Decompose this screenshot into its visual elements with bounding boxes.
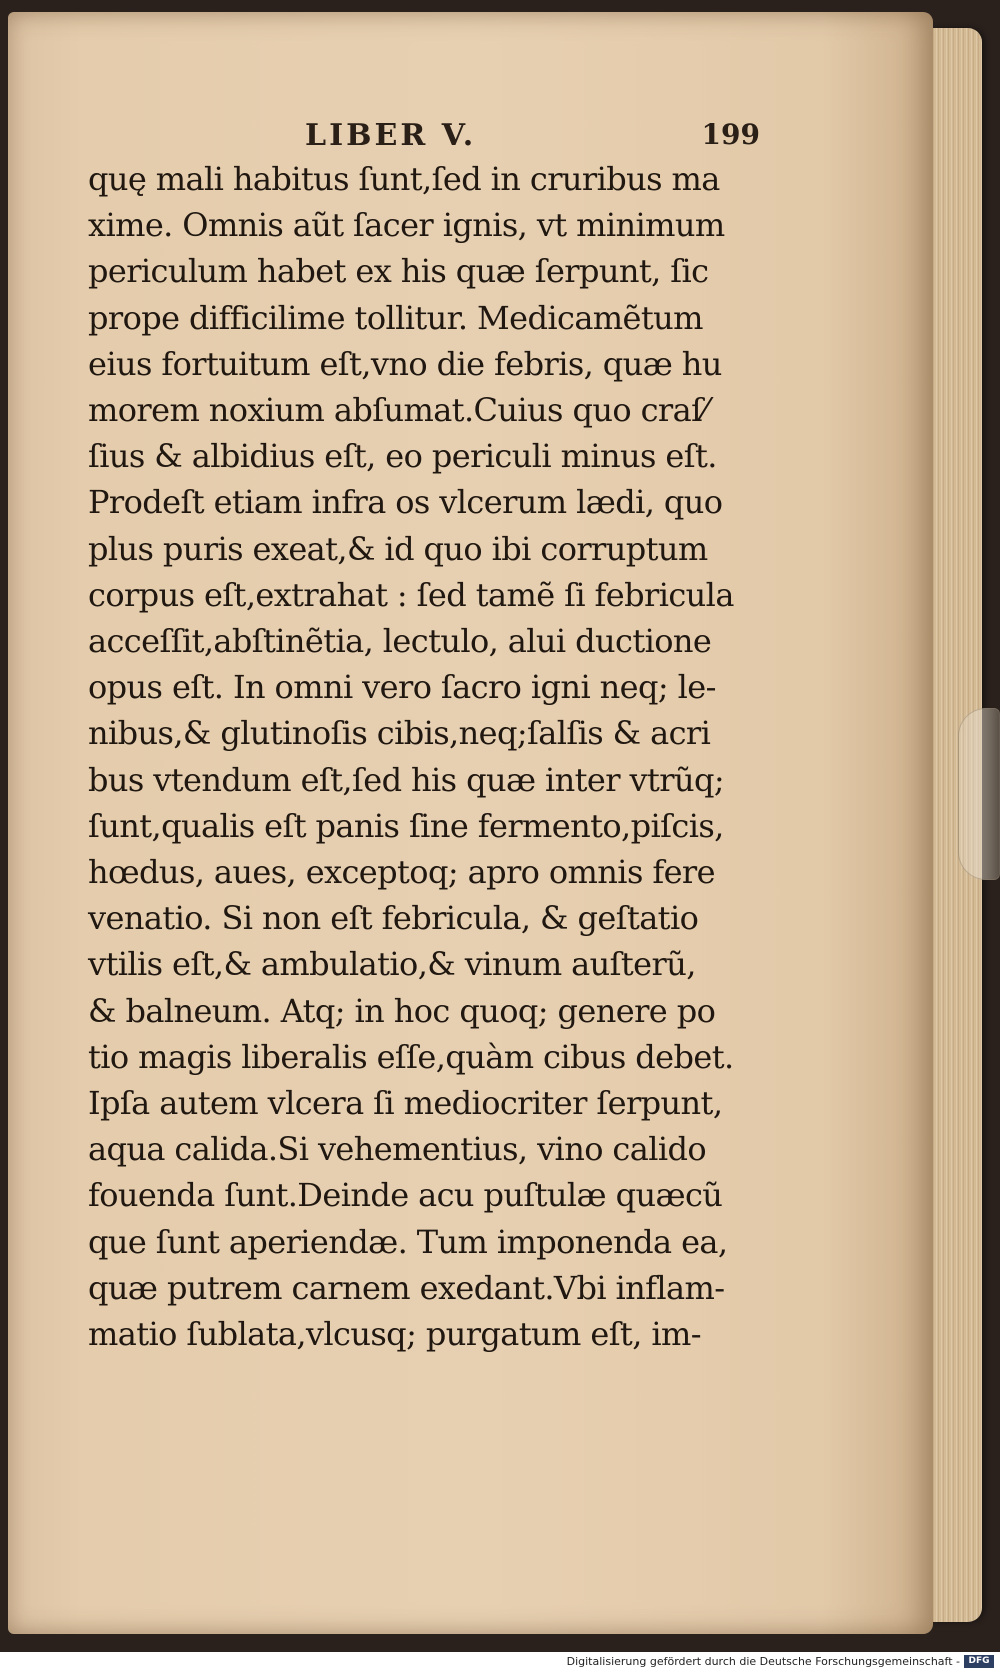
- text-line: aqua calida.Si vehementius, vino calido: [88, 1130, 707, 1169]
- text-line: quę mali habitus ſunt,ſed in cruribus ma: [88, 160, 720, 198]
- text-line: ſius & albidius eſt, eo periculi minus eſt.: [88, 437, 717, 476]
- body-text: [88, 156, 788, 1357]
- footer-bar: [0, 1652, 1000, 1672]
- text-line: plus puris exeat,& id quo ibi corruptum: [88, 529, 708, 568]
- text-line: Ipſa autem vlcera ſi mediocriter ſerpunt,: [88, 1084, 723, 1123]
- text-line: quæ putrem carnem exedant.Vbi inflam-: [88, 1268, 725, 1307]
- text-line: que ſunt aperiendæ. Tum imponenda ea,: [88, 1222, 728, 1261]
- text-line: Prodeſt etiam infra os vlcerum lædi, quo: [88, 483, 723, 522]
- text-line: eius fortuitum eſt,vno die febris, quæ hu: [88, 344, 722, 383]
- page-number: 199: [701, 118, 760, 151]
- text-line: nibus,& glutinoſis cibis,neq;ſalſis & acri: [88, 714, 711, 753]
- text-line: venatio. Si non eſt febricula, & geſtatio: [88, 899, 699, 938]
- running-head: [290, 118, 760, 156]
- footer-credit: Digitalisierung gefördert durch die Deutsche Forschungsgemeinschaft -: [566, 1655, 960, 1668]
- text-line: bus vtendum eſt,ſed his quæ inter vtrũq;: [88, 760, 725, 799]
- dfg-logo: DFG: [964, 1655, 994, 1668]
- text-line: vtilis eſt,& ambulatio,& vinum auſterũ,: [88, 945, 696, 984]
- running-head-title: LIBER V.: [305, 118, 477, 153]
- text-line: prope difficilime tollitur. Medicamẽtum: [88, 298, 703, 337]
- text-line: periculum habet ex his quæ ſerpunt, ſic: [88, 252, 709, 291]
- text-line: fouenda ſunt.Deinde acu puſtulæ quæcũ: [88, 1176, 723, 1215]
- text-line: hœdus, aues, exceptoq; apro omnis fere: [88, 853, 715, 892]
- clip-tab: [958, 708, 1000, 880]
- text-line: acceſſit,abſtinẽtia, lectulo, alui ductione: [88, 622, 712, 661]
- text-line: & balneum. Atq; in hoc quoq; genere po: [88, 991, 716, 1030]
- text-line: opus eſt. In omni vero ſacro igni neq; le-: [88, 668, 716, 707]
- text-line: tio magis liberalis eſſe,quàm cibus debet.: [88, 1037, 734, 1076]
- text-line: xime. Omnis aũt ſacer ignis, vt minimum: [88, 206, 725, 245]
- text-line: morem noxium abſumat.Cuius quo craſ⁄: [88, 391, 708, 430]
- text-line: matio ſublata,vlcusq; purgatum eſt, im-: [88, 1315, 701, 1354]
- text-line: ſunt,qualis eſt panis ſine fermento,piſcis,: [88, 806, 724, 845]
- text-line: corpus eſt,extrahat : ſed tamẽ ſi febricula: [88, 575, 734, 614]
